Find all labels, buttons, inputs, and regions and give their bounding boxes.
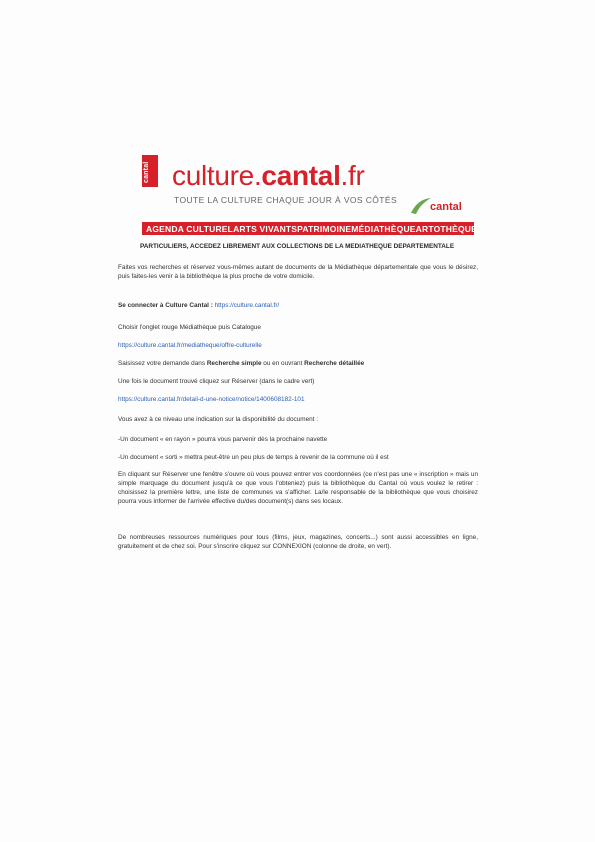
paragraph-notice-link xyxy=(118,395,305,404)
paragraph-search xyxy=(118,359,364,368)
cantal-tag-logo xyxy=(142,155,158,187)
paragraph-digital-resources: De nombreuses ressources numériques pour tous (films, jeux, magazines, concerts...) sont aussi accessibles en ligne, gratuitement et de chez soi. Pour s'inscrire cliquez sur CONNEXION (colonne de droite, en vert). xyxy=(118,534,478,550)
swoosh-icon xyxy=(410,197,432,215)
search-text-b: Recherche simple xyxy=(206,360,262,367)
search-text-a: Saisissez votre demande dans xyxy=(118,360,207,367)
paragraph-en-rayon: -Un document « en rayon » pourra vous parvenir dès la prochaine navette xyxy=(118,436,328,443)
paragraph-reservation-details: En cliquant sur Réserver une fenêtre s'ouvre où vous pouvez entrer vos coordonnées (ce n'est pas une « inscription » mais un simple marquage du document jusqu'à ce que vous l'obteniez) puis la bibliothèque du Cantal où vous voulez le retirer : choisissez la première lettre, une liste de communes va s'afficher. La/le responsable de la bibliothèque que vous choisirez pourra vous informer de l'arrivée effective du/des document(s) dans ses locaux. xyxy=(118,471,478,505)
nav-item-mediatheque[interactable]: MÉDIATHÈQUE xyxy=(351,223,416,234)
site-name-suffix: .fr xyxy=(340,160,365,191)
site-name-light: culture. xyxy=(172,160,262,191)
paragraph-sorti: -Un document « sorti » mettra peut-être un peu plus de temps à revenir de la commune où il est xyxy=(118,454,389,461)
nav-item-agenda[interactable]: AGENDA CULTUREL xyxy=(146,223,234,234)
paragraph-availability: Vous avez à ce niveau une indication sur la disponibilité du document : xyxy=(118,416,319,423)
department-logo xyxy=(410,195,472,219)
document-heading: PARTICULIERS, ACCEDEZ LIBREMENT AUX COLLECTIONS DE LA MEDIATHEQUE DEPARTEMENTALE xyxy=(140,243,455,250)
search-text-d: Recherche détaillée xyxy=(304,360,365,367)
search-text-c: ou en ouvrant xyxy=(261,360,305,367)
paragraph-connect xyxy=(118,301,279,310)
offre-culturelle-link[interactable]: https://culture.cantal.fr/mediatheque/offre-culturelle xyxy=(118,342,262,349)
notice-link[interactable]: https://culture.cantal.fr/detail-d-une-notice/notice/1400608182-101 xyxy=(118,396,305,403)
site-name-bold: cantal xyxy=(261,160,341,191)
culture-cantal-link[interactable]: https://culture.cantal.fr/ xyxy=(214,302,280,309)
department-logo-name: cantal xyxy=(430,201,462,213)
cantal-tag-text: cantal xyxy=(143,161,150,183)
site-name-logo xyxy=(172,161,365,191)
nav-item-patrimoine[interactable]: PATRIMOINE xyxy=(297,223,352,234)
paragraph-offre-link xyxy=(118,341,262,350)
nav-item-artotheque[interactable]: ARTOTHÈQUE xyxy=(415,223,478,234)
connect-prefix: Se connecter à Culture Cantal : xyxy=(118,302,215,309)
paragraph-intro: Faites vos recherches et réservez vous-mêmes autant de documents de la Médiathèque départementale que vous le désirez, puis faites-les venir à la bibliothèque la plus proche de votre domicile. xyxy=(118,264,478,280)
paragraph-reserve: Une fois le document trouvé cliquez sur Réserver (dans le cadre vert) xyxy=(118,378,315,385)
site-tagline: TOUTE LA CULTURE CHAQUE JOUR À VOS CÔTÉS xyxy=(174,195,398,205)
main-nav xyxy=(142,222,478,235)
paragraph-tab: Choisir l'onglet rouge Médiathèque puis Catalogue xyxy=(118,324,261,331)
nav-item-arts-vivants[interactable]: ARTS VIVANTS xyxy=(233,223,298,234)
